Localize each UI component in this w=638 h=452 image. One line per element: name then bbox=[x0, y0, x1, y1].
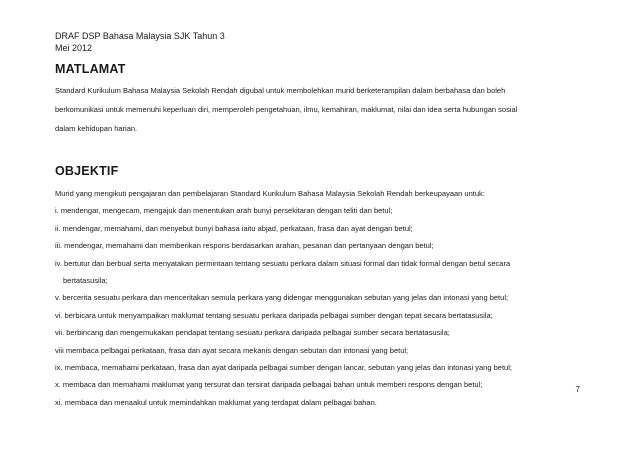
objektif-heading: OBJEKTIF bbox=[55, 164, 119, 178]
objektif-item: ii. mendengar, memahami, dan menyebut bunyi bahasa iaitu abjad, perkataan, frasa dan ayat dengan betul; bbox=[55, 223, 413, 233]
objektif-item: iii. mendengar, memahami dan memberikan respons berdasarkan arahan, pesanan dan pertanyaan dengan betul; bbox=[55, 241, 434, 251]
matlamat-heading: MATLAMAT bbox=[55, 62, 126, 76]
objektif-intro: Murid yang mengikuti pengajaran dan pembelajaran Standard Kurikulum Bahasa Malaysia Sekolah Rendah berkeupayaan untuk: bbox=[55, 189, 485, 198]
objektif-item: x. membaca dan memahami maklumat yang tersurat dan tersirat daripada pelbagai bahan untuk memberi respons dengan betul; bbox=[55, 380, 483, 390]
objektif-item: vii. berbincang dan mengemukakan pendapat tentang sesuatu perkara daripada pelbagai sumber secara bertatasusila; bbox=[55, 328, 450, 338]
matlamat-section bbox=[55, 62, 595, 138]
header-title: DRAF DSP Bahasa Malaysia SJK Tahun 3 bbox=[55, 31, 225, 41]
objektif-item: iv. bertutur dan berbual serta menyatakan permintaan tentang sesuatu perkara dalam situasi formal dan tidak formal dengan betul secara bbox=[55, 258, 511, 268]
objektif-item: viii membaca pelbagai perkataan, frasa dan ayat secara mekanis dengan sebutan dan intonasi yang betul; bbox=[55, 345, 409, 355]
document-header bbox=[55, 30, 225, 54]
objektif-item: vi. berbicara untuk menyampaikan maklumat tentang sesuatu perkara daripada pelbagai sumber dengan tepat secara bertatasusila; bbox=[55, 310, 493, 320]
matlamat-line: berkomunikasi untuk memenuhi keperluan diri, memperoleh pengetahuan, ilmu, kemahiran, maklumat, nilai dan idea serta hubungan sosial bbox=[55, 105, 518, 114]
objektif-item: i. mendengar, mengecam, mengajuk dan menentukan arah bunyi persekitaran dengan teliti dan betul; bbox=[55, 206, 393, 216]
objektif-section bbox=[55, 164, 595, 411]
objektif-item: v. bercerita sesuatu perkara dan menceritakan semula perkara yang didengar menggunakan sebutan yang jelas dan intonasi yang betul; bbox=[55, 293, 509, 303]
objektif-item-continuation: bertatasusila; bbox=[63, 276, 108, 286]
objektif-item: xi. membaca dan menaakul untuk memindahkan maklumat yang terdapat dalam pelbagai bahan. bbox=[55, 397, 377, 407]
objektif-item: ix. membaca, memahami perkataan, frasa dan ayat daripada pelbagai sumber dengan lancar, sebutan yang jelas dan intonasi yang betul; bbox=[55, 363, 512, 373]
header-date: Mei 2012 bbox=[55, 43, 93, 53]
page-number: 7 bbox=[575, 385, 580, 394]
matlamat-line: dalam kehidupan harian. bbox=[55, 124, 138, 133]
matlamat-line: Standard Kurikulum Bahasa Malaysia Sekolah Rendah digubal untuk membolehkan murid berketerampilan dalam berbahasa dan boleh bbox=[55, 86, 506, 95]
